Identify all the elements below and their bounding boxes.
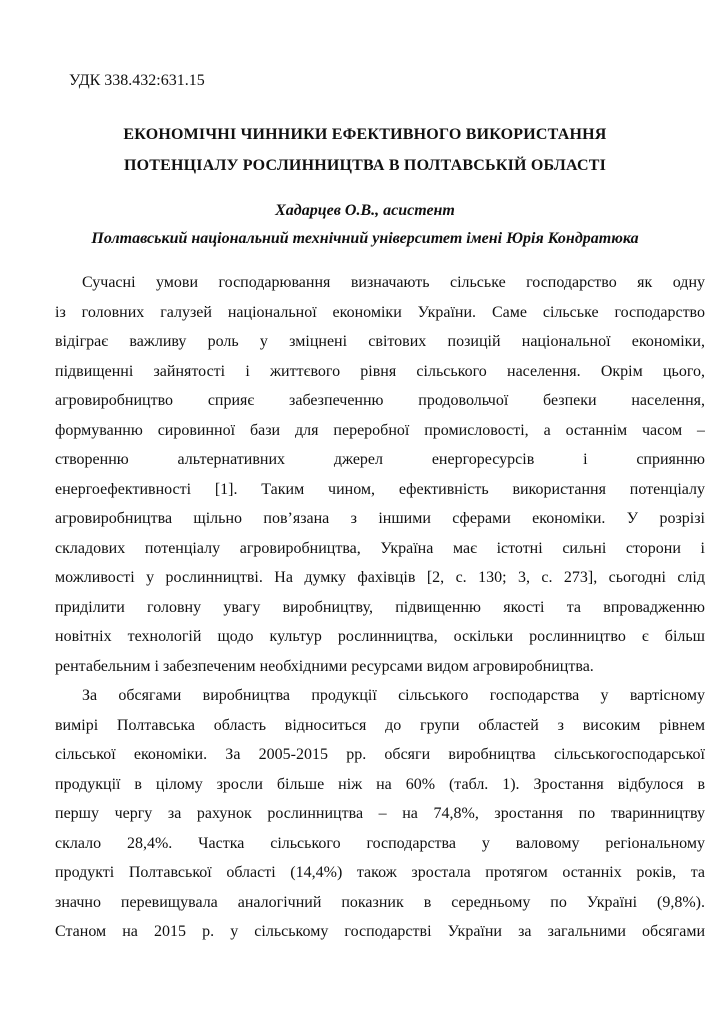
- author: Хадарцев О.В., асистент: [275, 202, 455, 219]
- text-line: Сучасні умови господарювання визначають сільське господарство як одну: [82, 274, 705, 291]
- text-line: агровиробництво сприяє забезпеченню продовольчої безпеки населення,: [55, 392, 705, 409]
- paper-heading: [40, 119, 690, 253]
- udc-code: УДК 338.432:631.15: [69, 72, 205, 89]
- text-line: продукції в цілому зросли більше ніж на 60% (табл. 1). Зростання відбулося в: [55, 775, 705, 793]
- text-line: першу чергу за рахунок рослинництва – на 74,8%, зростання по тваринництву: [55, 805, 705, 822]
- paragraph-2: [55, 681, 705, 947]
- text-line: сільської економіки. За 2005-2015 рр. обсяги виробництва сільськогосподарської: [55, 746, 705, 763]
- body-text: [55, 268, 705, 947]
- paper-title-line-1: ЕКОНОМІЧНІ ЧИННИКИ ЕФЕКТИВНОГО ВИКОРИСТАННЯ: [123, 126, 607, 143]
- text-line: вимірі Полтавська область відноситься до групи областей з високим рівнем: [55, 716, 705, 734]
- text-line: можливості у рослинництві. На думку фахівців [2, с. 130; 3, с. 273], сьогодні слід: [55, 569, 705, 586]
- text-line: За обсягами виробництва продукції сільського господарства у вартісному: [82, 687, 705, 704]
- text-line: формуванню сировинної бази для переробної промисловості, а останнім часом –: [55, 421, 705, 439]
- text-line: продукті Полтавської області (14,4%) також зростала протягом останніх років, та: [55, 864, 705, 881]
- text-line: відіграє важливу роль у зміцнені світових позицій національної економіки,: [55, 333, 705, 350]
- text-line: створенню альтернативних джерел енергоресурсів і сприянню: [55, 451, 705, 468]
- text-line: із головних галузей національної економіки України. Саме сільське господарство: [55, 303, 705, 321]
- text-line: рентабельним і забезпеченим необхідними ресурсами видом агровиробництва.: [55, 657, 594, 675]
- text-line: підвищенні зайнятості і життєвого рівня сільського населення. Окрім цього,: [55, 362, 705, 380]
- text-line: складових потенціалу агровиробництва, Україна має істотні сильні сторони і: [55, 539, 705, 557]
- paragraph-1: [55, 268, 705, 681]
- text-line: склало 28,4%. Частка сільського господарства у валовому регіональному: [55, 834, 705, 852]
- text-line: новітніх технологій щодо культур рослинництва, оскільки рослинництво є більш: [55, 628, 705, 645]
- text-line: значно перевищувала аналогічний показник в середньому по Україні (9,8%).: [55, 893, 705, 911]
- text-line: Станом на 2015 р. у сільському господарстві України за загальними обсягами: [55, 923, 705, 940]
- text-line: енергоефективності [1]. Таким чином, ефективність використання потенціалу: [55, 480, 705, 498]
- paper-title-line-2: ПОТЕНЦІАЛУ РОСЛИННИЦТВА В ПОЛТАВСЬКІЙ ОБЛАСТІ: [123, 157, 607, 174]
- affiliation: Полтавський національний технічний університет імені Юрія Кондратюка: [91, 230, 639, 247]
- text-line: приділити головну увагу виробництву, підвищенню якості та впровадженню: [55, 598, 705, 616]
- text-line: агровиробництва щільно пов’язана з іншими сферами економіки. У розрізі: [55, 510, 705, 527]
